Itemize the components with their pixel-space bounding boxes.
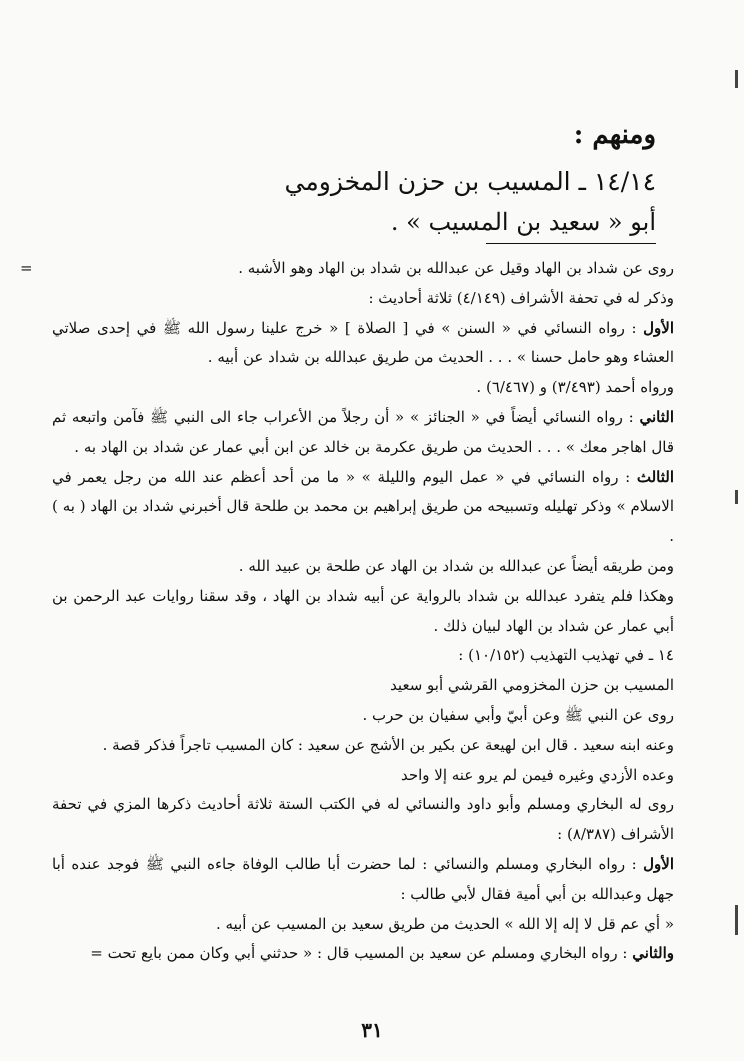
- footnote-paragraph: [52, 373, 674, 403]
- footnote-paragraph: [52, 731, 674, 761]
- footnote-paragraph: [52, 910, 674, 940]
- scan-edge-mark: [735, 70, 738, 88]
- footnote-body: [52, 254, 674, 969]
- paragraph-text: المسيب بن حزن المخزومي القرشي أبو سعيد: [390, 676, 674, 695]
- footnote-paragraph: [52, 761, 674, 791]
- paragraph-label: الثالث: [636, 467, 674, 486]
- heading-block: [96, 118, 656, 242]
- footnote-paragraph: [52, 284, 674, 314]
- paragraph-text: وعنه ابنه سعيد . قال ابن لهيعة عن بكير بن الأشج عن سعيد : كان المسيب تاجراً فذكر قصة .: [102, 735, 674, 754]
- paragraph-text: : رواه البخاري ومسلم عن سعيد بن المسيب قال : « حدثني أبي وكان ممن بايع تحت =: [90, 944, 633, 963]
- paragraph-label: الأول: [643, 854, 674, 873]
- paragraph-text: وهكذا فلم يتفرد عبدالله بن شداد بالرواية عن أبيه شداد بن الهاد ، وقد سقنا روايات عبد الرحمن بن أبي عمار عن شداد بن الهاد لبيان ذلك .: [52, 586, 674, 635]
- footnote-paragraph: [52, 463, 674, 552]
- paragraph-text: روى عن شداد بن الهاد وقيل عن عبدالله بن شداد بن الهاد وهو الأشبه .: [238, 259, 674, 277]
- paragraph-text: « أي عم قل لا إله إلا الله » الحديث من طريق سعيد بن المسيب عن أبيه .: [215, 914, 674, 933]
- paragraph-text: : رواه النسائي في « السنن » في [ الصلاة ] « خرج علينا رسول الله ﷺ في إحدى صلاتي العشاء وهو حامل حسنا » . . . الحديث من طريق عبدالله بن شداد عن أبيه .: [52, 318, 674, 367]
- biography-title: ١٤/١٤ ـ المسيب بن حزن المخزومي: [284, 167, 656, 196]
- paragraph-text: ومن طريقه أيضاً عن عبدالله بن شداد بن الهاد عن طلحة بن عبيد الله .: [238, 556, 674, 575]
- section-intro: ومنهم :: [573, 120, 656, 150]
- footnote-paragraph: [52, 850, 674, 910]
- scan-edge-mark: [735, 490, 738, 504]
- footnote-paragraph: [52, 314, 674, 374]
- footnote-paragraph: [52, 790, 674, 850]
- paragraph-text: روى عن النبي ﷺ وعن أبيّ وأبي سفيان بن حرب .: [362, 705, 674, 724]
- paragraph-text: : رواه النسائي أيضاً في « الجنائز » « أن رجلاً من الأعراب جاء الى النبي ﷺ فآمن واتبعه ثم قال اهاجر معك » . . . الحديث من طريق عكرمة بن خالد عن ابن أبي عمار عن شداد بن الهاد به .: [52, 407, 674, 456]
- paragraph-label: والثاني: [632, 944, 674, 963]
- paragraph-text: : رواه البخاري ومسلم والنسائي : لما حضرت أبا طالب الوفاة جاءه النبي ﷺ فوجد عنده أبا جهل وعبدالله بن أبي أمية فقال لأبي طالب :: [52, 854, 674, 903]
- page-number: ٣١: [361, 1018, 383, 1042]
- paragraph-text: ١٤ ـ في تهذيب التهذيب (١٠/١٥٢) :: [458, 646, 674, 665]
- paragraph-text: ورواه أحمد (٣/٤٩٣) و (٦/٤٦٧) .: [476, 378, 674, 397]
- footnote-paragraph: [52, 582, 674, 642]
- footnote-paragraph: [52, 939, 674, 969]
- continuation-marker: =: [20, 259, 33, 277]
- footnote-separator: [486, 243, 656, 244]
- footnote-paragraph: [52, 403, 674, 463]
- paragraph-label: الثاني: [639, 407, 674, 426]
- paragraph-text: وذكر له في تحفة الأشراف (٤/١٤٩) ثلاثة أحاديث :: [368, 288, 674, 307]
- paragraph-text: روى له البخاري ومسلم وأبو داود والنسائي له في الكتب الستة ثلاثة أحاديث ذكرها المزي في تحفة الأشراف (٨/٣٨٧) :: [52, 795, 674, 844]
- biography-kunya: أبو « سعيد بن المسيب » .: [390, 208, 656, 236]
- footnote-paragraph: [52, 671, 674, 701]
- footnote-paragraph: [52, 552, 674, 582]
- footnote-paragraph: [52, 701, 674, 731]
- footnote-paragraph: [52, 641, 674, 671]
- paragraph-text: وعده الأزدي وغيره فيمن لم يرو عنه إلا واحد: [400, 765, 674, 784]
- footnote-paragraph: [52, 254, 674, 284]
- scan-edge-mark: [735, 905, 738, 935]
- paragraph-label: الأول: [643, 318, 674, 337]
- paragraph-text: : رواه النسائي في « عمل اليوم والليلة » « ما من أحد أعظم عند الله من رجل يعمر في الاسلام » وذكر تهليله وتسبيحه من طريق إبراهيم بن محمد بن طلحة قال أخبرني شداد بن الهاد ( به ) .: [52, 467, 674, 546]
